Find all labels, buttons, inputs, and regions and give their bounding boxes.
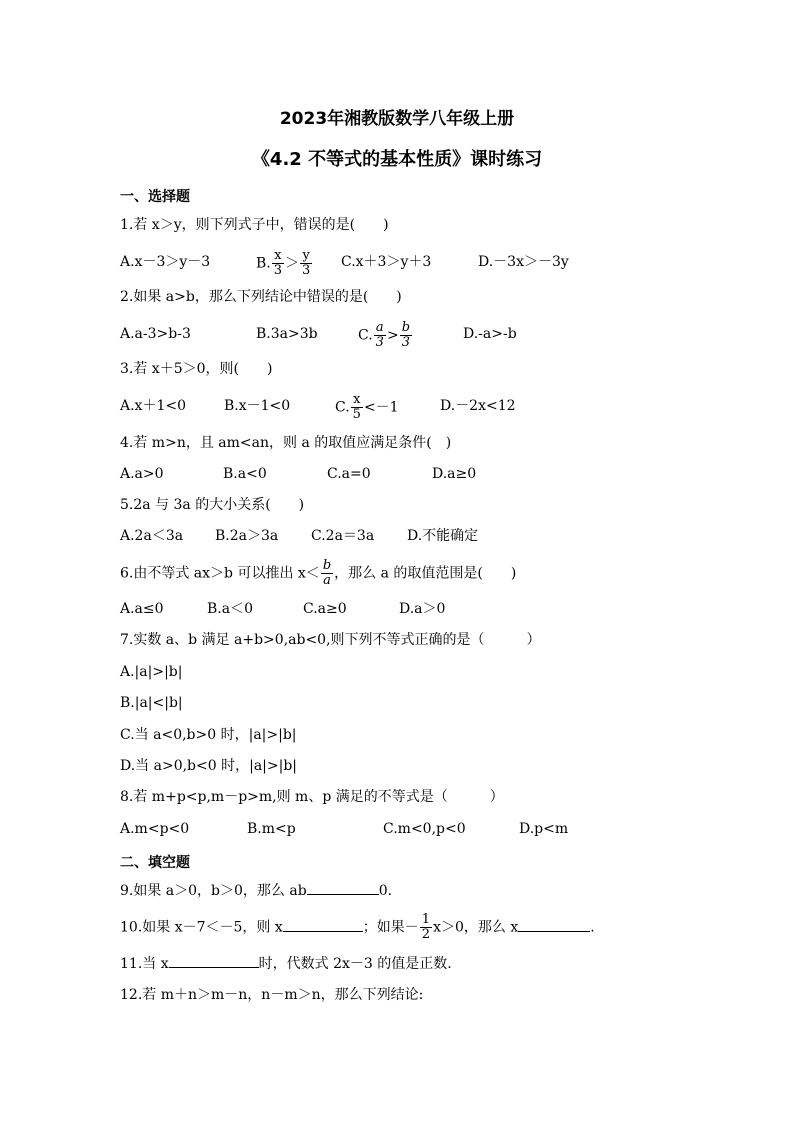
question-9: 9.如果 a＞0，b＞0，那么 ab 0. [120, 878, 392, 904]
q2-option-a: A.a-3>b-3 [120, 326, 191, 342]
q1-option-a: A.x－3＞y－3 [120, 254, 211, 270]
q3-option-b: B.x－1<0 [224, 398, 291, 414]
q5-option-a: A.2a＜3a [120, 528, 184, 544]
q3-option-a: A.x＋1<0 [120, 398, 187, 414]
question-2-stem: 2.如果 a>b，那么下列结论中错误的是( ) [120, 289, 402, 305]
q8-option-b: B.m<p [247, 821, 296, 837]
question-4-stem: 4.若 m>n，且 am<an，则 a 的取值应满足条件( ) [120, 435, 452, 451]
q7-option-c: C.当 a<0,b>0 时，|a|>|b| [120, 727, 297, 743]
question-1-stem: 1.若 x＞y，则下列式子中，错误的是( ) [120, 217, 389, 233]
q1-option-d: D.－3x＞－3y [478, 254, 569, 270]
q3-option-c: C. $\frac{x}{5}$ <－1 [335, 392, 399, 422]
q4-option-a: A.a>0 [120, 466, 164, 482]
q4-option-c: C.a=0 [327, 466, 371, 482]
question-7-stem: 7.实数 a、b 满足 a+b>0,ab<0,则下列不等式正确的是（ ） [120, 632, 541, 648]
question-3-stem: 3.若 x＋5＞0，则( ) [120, 361, 273, 377]
section-heading-fill: 二、填空题 [120, 855, 190, 871]
q11-answer-blank[interactable] [169, 951, 259, 968]
q5-option-c: C.2a＝3a [311, 528, 375, 544]
q6-option-d: D.a＞0 [399, 601, 446, 617]
q7-option-d: D.当 a>0,b<0 时，|a|>|b| [120, 758, 298, 774]
q1-option-b: B. $\frac{x}{3}$ ＞ $\frac{y}{3}$ [256, 248, 311, 278]
q5-option-d: D.不能确定 [407, 528, 479, 544]
q9-answer-blank[interactable] [307, 878, 379, 895]
q6-option-b: B.a＜0 [207, 601, 253, 617]
q6-option-a: A.a≤0 [120, 601, 164, 617]
q1-option-c: C.x＋3＞y＋3 [341, 254, 432, 270]
question-6-stem: 6.由不等式 ax＞b 可以推出 x＜ $\frac{b}{a}$ ，那么 a 的取值范围是( ) [120, 558, 517, 588]
q8-option-a: A.m<p<0 [120, 821, 190, 837]
q8-option-d: D.p<m [519, 821, 569, 837]
q5-option-b: B.2a＞3a [215, 528, 279, 544]
document-title-line1: 2023年湘教版数学八年级上册 [279, 109, 515, 129]
q6-option-c: C.a≥0 [303, 601, 347, 617]
q2-option-b: B.3a>3b [256, 326, 318, 342]
q7-option-a: A.|a|>|b| [120, 664, 183, 680]
q2-option-c: C. $\frac{a}{3}$ > $\frac{b}{3}$ [358, 320, 411, 350]
q4-option-d: D.a≥0 [432, 466, 477, 482]
q10-answer-blank-2[interactable] [518, 915, 590, 932]
q3-option-d: D.－2x<12 [440, 398, 516, 414]
q2-option-d: D.-a>-b [463, 326, 517, 342]
q4-option-b: B.a<0 [223, 466, 267, 482]
question-10: 10.如果 x－7＜－5，则 x ；如果－ $\frac{1}{2}$ x＞0，那么 x . [120, 912, 595, 942]
question-12-stem: 12.若 m＋n＞m－n，n－m＞n，那么下列结论: [120, 987, 424, 1003]
question-5-stem: 5.2a 与 3a 的大小关系( ) [120, 497, 305, 513]
question-8-stem: 8.若 m+p<p,m－p>m,则 m、p 满足的不等式是（ ） [120, 789, 504, 805]
section-heading-choice: 一、选择题 [120, 189, 190, 205]
document-title-line2: 《4.2 不等式的基本性质》课时练习 [251, 149, 543, 170]
q7-option-b: B.|a|<|b| [120, 695, 183, 711]
q8-option-c: C.m<0,p<0 [383, 821, 466, 837]
question-11: 11.当 x 时，代数式 2x－3 的值是正数. [120, 951, 452, 977]
q10-answer-blank-1[interactable] [283, 915, 363, 932]
